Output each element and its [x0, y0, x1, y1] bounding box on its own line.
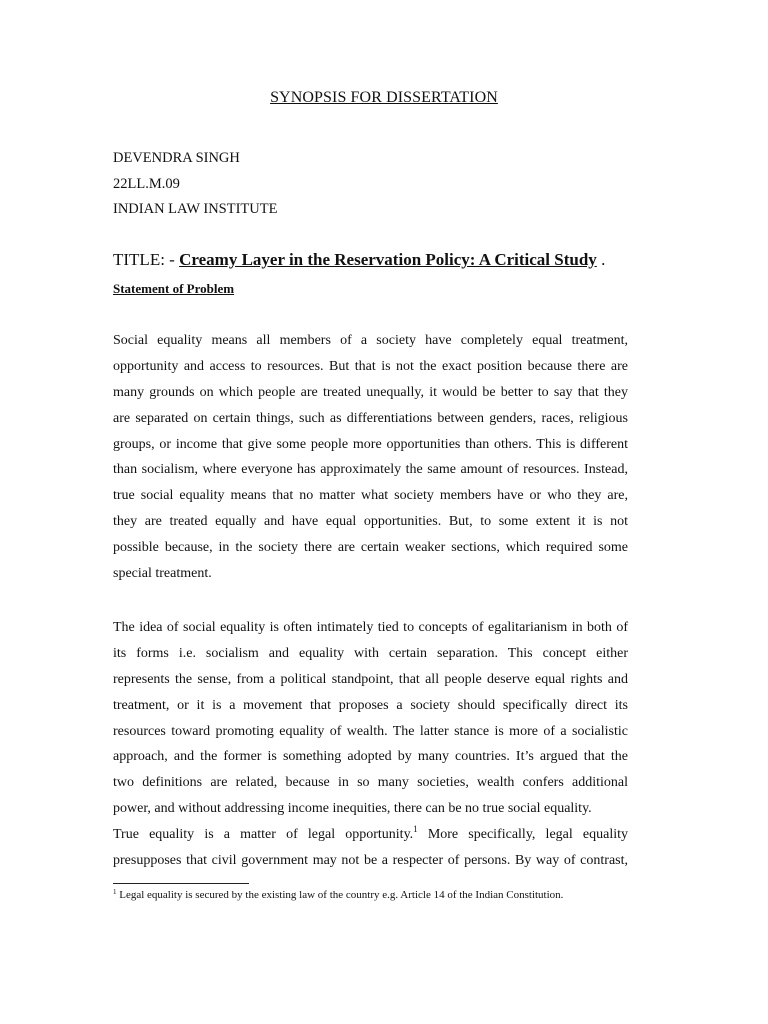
paragraph-line: resources toward promoting equality of wealth. The latter stance is more of a socialistic: [113, 723, 628, 739]
paragraph-line: groups, or income that give some people more opportunities than others. This is different: [113, 436, 628, 452]
title-prefix: TITLE: -: [113, 250, 180, 269]
footnote: [113, 889, 563, 901]
paragraph-line: they are treated equally and have equal opportunities. But, to some extent it is not: [113, 514, 628, 530]
paragraph-line: power, and without addressing income inequities, there can be no true social equality.: [113, 801, 592, 817]
paragraph-line: treatment, or it is a movement that proposes a society should specifically direct its: [113, 697, 628, 713]
paragraph-line: than socialism, where everyone has approximately the same amount of resources. Instead,: [113, 462, 628, 478]
paragraph-line: Social equality means all members of a society have completely equal treatment,: [113, 333, 628, 348]
paragraph-line: true social equality means that no matter what society members have or who they are,: [113, 488, 628, 504]
paragraph-line: presupposes that civil government may not be a respecter of persons. By way of contrast,: [113, 853, 628, 869]
paragraph-line: are separated on certain things, such as differentiations between genders, races, religious: [113, 410, 628, 426]
paragraph-line: approach, and the former is something adopted by many countries. It’s argued that the: [113, 749, 628, 765]
paragraph-text: More specifically, legal equality: [417, 827, 629, 843]
footnote-text: Legal equality is secured by the existing law of the country e.g. Article 14 of the Indian Constitution.: [116, 889, 564, 901]
paragraph-1: [113, 328, 628, 587]
paragraph-line: many grounds on which people are treated unequally, it would be better to say that they: [113, 384, 628, 400]
title-suffix: .: [596, 250, 606, 269]
author-institute: INDIAN LAW INSTITUTE: [113, 201, 278, 217]
document-title: SYNOPSIS FOR DISSERTATION: [270, 89, 498, 106]
author-name: DEVENDRA SINGH: [113, 150, 240, 166]
paragraph-line: two definitions are related, because in so many societies, wealth confers additional: [113, 775, 628, 791]
paragraph-line: opportunity and access to resources. But that is not the exact position because there are: [113, 358, 628, 374]
footnote-reference[interactable]: 1: [413, 824, 418, 835]
paragraph-line: possible because, in the society there are certain weaker sections, which required some: [113, 540, 628, 556]
author-roll-number: 22LL.M.09: [113, 175, 180, 192]
dissertation-title-line: [113, 250, 605, 270]
section-heading: Statement of Problem: [113, 281, 235, 296]
paragraph-line-with-footnote: [113, 822, 628, 848]
paragraph-2: [113, 615, 628, 874]
paragraph-text: True equality is a matter of legal opportunity.: [113, 827, 414, 843]
footnote-mark: 1: [113, 888, 117, 896]
author-block: [113, 146, 277, 223]
footnote-divider: [113, 883, 249, 884]
paragraph-line: represents the sense, from a political standpoint, that all people deserve equal rights and: [113, 671, 628, 687]
paragraph-line: The idea of social equality is often intimately tied to concepts of egalitarianism in both of: [113, 620, 628, 635]
paragraph-line: special treatment.: [113, 566, 212, 582]
paragraph-line: its forms i.e. socialism and equality with certain separation. This concept either: [113, 645, 628, 661]
dissertation-title: Creamy Layer in the Reservation Policy: A Critical Study: [179, 250, 597, 269]
